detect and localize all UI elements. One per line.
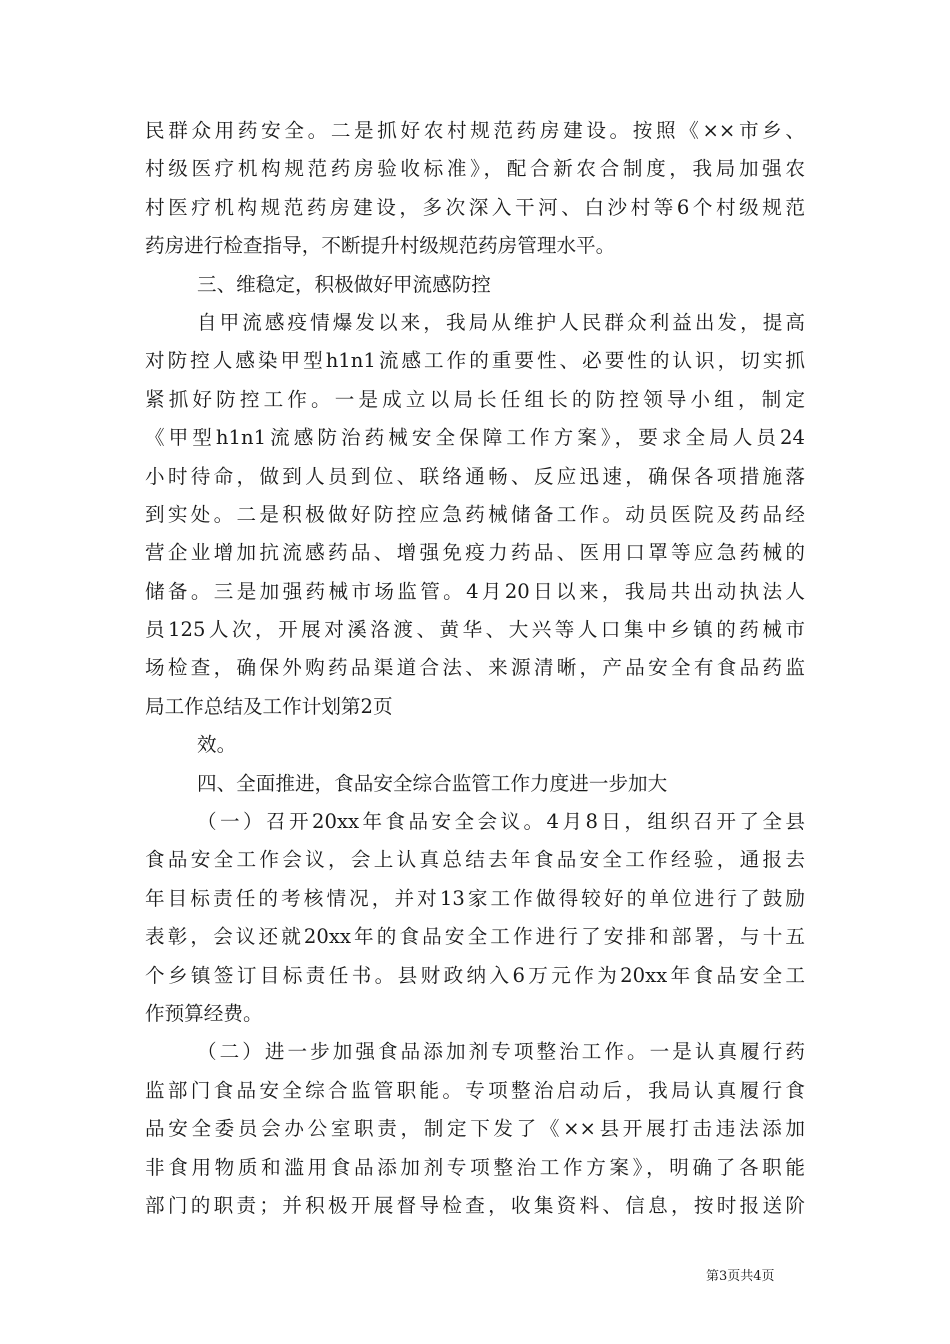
text-line: 《甲型h1n1流感防治药械安全保障工作方案》，要求全局人员24 bbox=[145, 426, 805, 450]
text-line: 年目标责任的考核情况，并对13家工作做得较好的单位进行了鼓励 bbox=[145, 886, 805, 910]
text-line: 村级医疗机构规范药房验收标准》，配合新农合制度，我局加强农 bbox=[145, 157, 805, 181]
text-line: 药房进行检查指导，不断提升村级规范药房管理水平。 bbox=[145, 234, 616, 258]
text-line: 营企业增加抗流感药品、增强免疫力药品、医用口罩等应急药械的 bbox=[145, 541, 805, 565]
text-line: 紧抓好防控工作。一是成立以局长任组长的防控领导小组，制定 bbox=[145, 387, 805, 411]
text-line: 食品安全工作会议，会上认真总结去年食品安全工作经验，通报去 bbox=[145, 848, 805, 872]
text-line: 储备。三是加强药械市场监管。4月20日以来，我局共出动执法人 bbox=[145, 579, 805, 603]
text-line: （二）进一步加强食品添加剂专项整治工作。一是认真履行药 bbox=[197, 1040, 805, 1064]
text-line: 自甲流感疫情爆发以来，我局从维护人民群众利益出发，提高 bbox=[197, 310, 805, 334]
text-line: （一）召开20xx年食品安全会议。4月8日，组织召开了全县 bbox=[197, 810, 805, 834]
text-line: 局工作总结及工作计划第2页 bbox=[145, 694, 393, 718]
text-line: 监部门食品安全综合监管职能。专项整治启动后，我局认真履行食 bbox=[145, 1078, 805, 1102]
text-line: 非食用物质和滥用食品添加剂专项整治工作方案》，明确了各职能 bbox=[145, 1155, 805, 1179]
text-line: 小时待命，做到人员到位、联络通畅、反应迅速，确保各项措施落 bbox=[145, 464, 805, 488]
text-line: 作预算经费。 bbox=[145, 1001, 263, 1025]
document-body bbox=[145, 112, 805, 1225]
text-line: 部门的职责；并积极开展督导检查，收集资料、信息，按时报送阶 bbox=[145, 1193, 805, 1217]
text-line: 表彰，会议还就20xx年的食品安全工作进行了安排和部署，与十五 bbox=[145, 925, 805, 949]
text-line: 品安全委员会办公室职责，制定下发了《××县开展打击违法添加 bbox=[145, 1117, 805, 1141]
section-heading: 四、全面推进，食品安全综合监管工作力度进一步加大 bbox=[197, 771, 668, 795]
text-line: 员125人次，开展对溪洛渡、黄华、大兴等人口集中乡镇的药械市 bbox=[145, 618, 805, 642]
page-number: 第3页共4页 bbox=[706, 1269, 775, 1284]
text-line: 村医疗机构规范药房建设，多次深入干河、白沙村等6个村级规范 bbox=[145, 195, 805, 219]
text-line: 效。 bbox=[197, 733, 237, 757]
text-line: 对防控人感染甲型h1n1流感工作的重要性、必要性的认识，切实抓 bbox=[145, 349, 805, 373]
text-line: 到实处。二是积极做好防控应急药械储备工作。动员医院及药品经 bbox=[145, 502, 805, 526]
text-line: 场检查，确保外购药品渠道合法、来源清晰，产品安全有食品药监 bbox=[145, 656, 805, 680]
text-line: 民群众用药安全。二是抓好农村规范药房建设。按照《××市乡、 bbox=[145, 119, 805, 142]
section-heading: 三、维稳定，积极做好甲流感防控 bbox=[197, 272, 491, 296]
text-line: 个乡镇签订目标责任书。县财政纳入6万元作为20xx年食品安全工 bbox=[145, 963, 805, 987]
